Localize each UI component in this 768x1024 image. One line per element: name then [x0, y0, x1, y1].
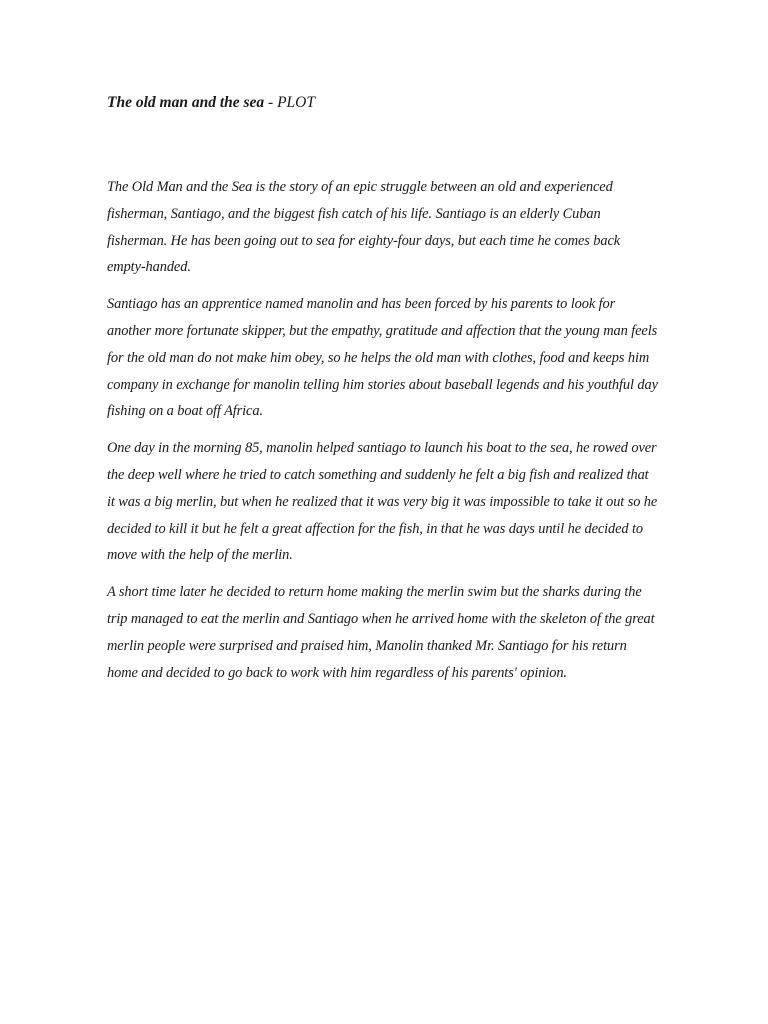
title-subtitle: PLOT [277, 94, 315, 111]
document-page [107, 90, 659, 696]
document-title [107, 90, 659, 116]
paragraph-3: One day in the morning 85, manolin helped santiago to launch his boat to the sea, he rowed over the deep well where he tried to catch something and suddenly he felt a big fish and realized that it was a big merlin, but when he realized that it was very big it was impossible to take it out so he decided to kill it but he felt a great affection for the fish, in that he was days until he decided to move with the help of the merlin. [107, 440, 658, 564]
title-separator: - [264, 94, 278, 111]
title-main: The old man and the sea [107, 94, 265, 111]
paragraph-4: A short time later he decided to return home making the merlin swim but the sharks during the trip managed to eat the merlin and Santiago when he arrived home with the skeleton of the great merlin people were surprised and praised him, Manolin thanked Mr. Santiago for his return home and decided to go back to work with him regardless of his parents' opinion. [107, 584, 655, 681]
paragraph-2: Santiago has an apprentice named manolin and has been forced by his parents to look for another more fortunate skipper, but the empathy, gratitude and affection that the young man feels for the old man do not make him obey, so he helps the old man with clothes, food and keeps him company in exchange for manolin telling him stories about baseball legends and his youthful day fishing on a boat off Africa. [107, 296, 658, 420]
paragraph-1: The Old Man and the Sea is the story of an epic struggle between an old and experienced fisherman, Santiago, and the biggest fish catch of his life. Santiago is an elderly Cuban fisherman. He has been going out to sea for eighty-four days, but each time he comes back empty-handed. [107, 179, 621, 276]
